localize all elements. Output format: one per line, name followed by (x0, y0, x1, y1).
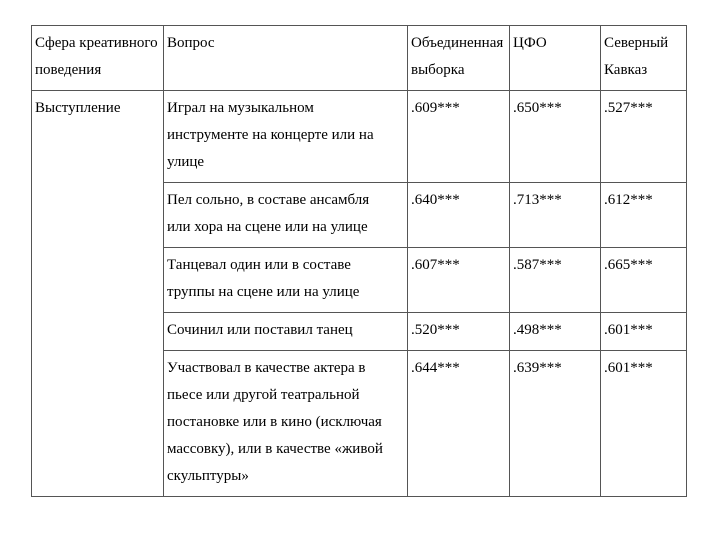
combined-cell: .520*** (408, 313, 510, 351)
header-combined: Объединенная выборка (408, 26, 510, 91)
header-question: Вопрос (164, 26, 408, 91)
table-row (32, 91, 687, 183)
combined-cell: .607*** (408, 248, 510, 313)
nc-cell: .601*** (601, 351, 687, 497)
question-cell: Сочинил или поставил танец (164, 313, 408, 351)
header-row (32, 26, 687, 91)
nc-cell: .601*** (601, 313, 687, 351)
question-cell: Пел сольно, в составе ансамбля или хора на сцене или на улице (164, 183, 408, 248)
question-cell: Танцевал один или в составе труппы на сцене или на улице (164, 248, 408, 313)
nc-cell: .612*** (601, 183, 687, 248)
header-north-caucasus: Северный Кавказ (601, 26, 687, 91)
correlation-table (31, 25, 687, 497)
nc-cell: .527*** (601, 91, 687, 183)
question-cell: Участвовал в качестве актера в пьесе или другой театральной постановке или в кино (исключая массовку), или в качестве «живой скульптуры» (164, 351, 408, 497)
header-sphere: Сфера креативного поведения (32, 26, 164, 91)
combined-cell: .644*** (408, 351, 510, 497)
cfo-cell: .650*** (510, 91, 601, 183)
question-cell: Играл на музыкальном инструменте на концерте или на улице (164, 91, 408, 183)
cfo-cell: .587*** (510, 248, 601, 313)
cfo-cell: .639*** (510, 351, 601, 497)
combined-cell: .640*** (408, 183, 510, 248)
sphere-cell: Выступление (32, 91, 164, 497)
cfo-cell: .713*** (510, 183, 601, 248)
header-cfo: ЦФО (510, 26, 601, 91)
combined-cell: .609*** (408, 91, 510, 183)
cfo-cell: .498*** (510, 313, 601, 351)
nc-cell: .665*** (601, 248, 687, 313)
